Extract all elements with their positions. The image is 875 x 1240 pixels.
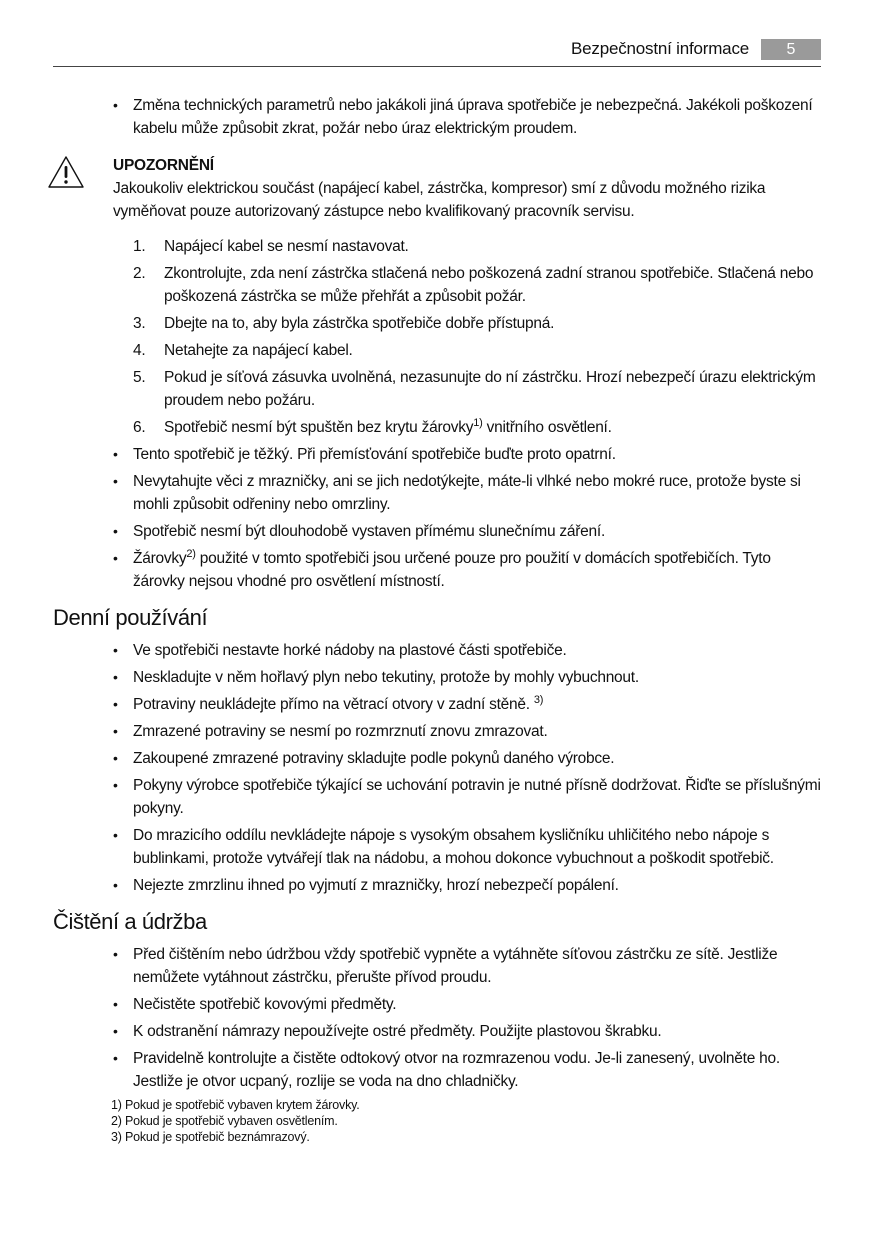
list-item: [53, 547, 823, 593]
list-item: [53, 262, 823, 308]
list-item: [53, 366, 823, 412]
page-header: [53, 36, 821, 67]
footnote: 2) Pokud je spotřebič vybaven osvětlením.: [111, 1114, 338, 1128]
page-number: 5: [761, 39, 821, 60]
footnote-ref: 1): [473, 416, 483, 429]
item-number: 4.: [133, 342, 146, 359]
cleaning-list: [53, 943, 823, 1093]
list-item: • Spotřebič nesmí být dlouhodobě vystaven přímému slunečnímu záření.: [53, 520, 823, 543]
daily-list: [53, 639, 823, 897]
list-item: [53, 416, 823, 439]
list-item: • Ve spotřebiči nestavte horké nádoby na plastové části spotřebiče.: [53, 639, 823, 662]
list-item: [53, 235, 823, 258]
footnotes: [53, 1097, 823, 1145]
footnote: 3) Pokud je spotřebič beznámrazový.: [111, 1130, 310, 1144]
list-item: • Pokyny výrobce spotřebiče týkající se uchování potravin je nutné přísně dodržovat. Řiďte se příslušnými pokyny.: [53, 774, 823, 820]
list-item: • Před čištěním nebo údržbou vždy spotřebič vypněte a vytáhněte síťovou zástrčku ze sítě. Jestliže nemůžete vytáhnout zástrčku, přerušte přívod proudu.: [53, 943, 823, 989]
numbered-list: [53, 235, 823, 439]
list-item: • Zmrazené potraviny se nesmí po rozmrznutí znovu zmrazovat.: [53, 720, 823, 743]
section-title: Bezpečnostní informace: [571, 39, 749, 58]
list-item: [53, 693, 823, 716]
item-text: Netahejte za napájecí kabel.: [164, 342, 353, 359]
footnote-ref: 3): [533, 693, 544, 706]
list-item: • Do mrazicího oddílu nevkládejte nápoje s vysokým obsahem kysličníku uhličitého nebo nápoje s bublinkami, protože vytvářejí tlak na nádobu, a mohou dokonce vybuchnout a poškodit spotřebič.: [53, 824, 823, 870]
item-text: Napájecí kabel se nesmí nastavovat.: [164, 238, 409, 255]
item-text: Žárovky: [133, 550, 187, 567]
list-item: [53, 312, 823, 335]
item-text: Zkontrolujte, zda není zástrčka stlačená nebo poškozená zadní stranou spotřebiče. Stlačená nebo poškozená zástrčka se může přehřát a způsobit požár.: [164, 265, 814, 305]
warning-text: Jakoukoliv elektrickou součást (napájecí kabel, zástrčka, kompresor) smí z důvodu možného rizika vyměňovat pouze autorizovaný zástupce nebo kvalifikovaný pracovník servisu.: [113, 180, 766, 220]
section-heading-cleaning: Čištění a údržba: [53, 909, 207, 934]
warning-title: UPOZORNĚNÍ: [113, 157, 214, 174]
list-item: • Zakoupené zmrazené potraviny skladujte podle pokynů daného výrobce.: [53, 747, 823, 770]
item-number: 2.: [133, 265, 146, 282]
item-text: Pokud je síťová zásuvka uvolněná, nezasunujte do ní zástrčku. Hrozí nebezpečí úrazu elektrickým proudem nebo požáru.: [164, 369, 816, 409]
footnote: 1) Pokud je spotřebič vybaven krytem žárovky.: [111, 1098, 360, 1112]
list-item: • Neskladujte v něm hořlavý plyn nebo tekutiny, protože by mohly vybuchnout.: [53, 666, 823, 689]
safety-list: [53, 443, 823, 593]
list-item: • Pravidelně kontrolujte a čistěte odtokový otvor na rozmrazenou vodu. Je-li zanesený, uvolněte ho. Jestliže je otvor ucpaný, rozlije se voda na dno chladničky.: [53, 1047, 823, 1093]
item-number: 5.: [133, 369, 146, 386]
section-heading-daily: Denní používání: [53, 605, 208, 630]
item-text: vnitřního osvětlení.: [482, 419, 612, 436]
warning-block: [53, 154, 823, 223]
footnote-ref: 2): [186, 547, 196, 560]
list-item: • Změna technických parametrů nebo jakákoli jiná úprava spotřebiče je nebezpečná. Jakékoli poškození kabelu může způsobit zkrat, požár nebo úraz elektrickým proudem.: [53, 94, 823, 140]
page-content: [53, 94, 823, 1145]
intro-list: [53, 94, 823, 140]
list-item: • K odstranění námrazy nepoužívejte ostré předměty. Použijte plastovou škrabku.: [53, 1020, 823, 1043]
item-text: Potraviny neukládejte přímo na větrací otvory v zadní stěně.: [133, 696, 534, 713]
item-number: 6.: [133, 419, 146, 436]
list-item: • Nejezte zmrzlinu ihned po vyjmutí z mrazničky, hrozí nebezpečí popálení.: [53, 874, 823, 897]
list-item: [53, 339, 823, 362]
warning-triangle-icon: [46, 154, 86, 190]
list-item: • Tento spotřebič je těžký. Při přemísťování spotřebiče buďte proto opatrní.: [53, 443, 823, 466]
list-item: • Nevytahujte věci z mrazničky, ani se jich nedotýkejte, máte-li vlhké nebo mokré ruce, protože byste si mohli způsobit odřeniny nebo omrzliny.: [53, 470, 823, 516]
list-item: • Nečistěte spotřebič kovovými předměty.: [53, 993, 823, 1016]
item-number: 1.: [133, 238, 146, 255]
item-text: použité v tomto spotřebiči jsou určené pouze pro použití v domácích spotřebičích. Tyto žárovky nejsou vhodné pro osvětlení místností.: [133, 550, 771, 590]
item-number: 3.: [133, 315, 146, 332]
item-text: Dbejte na to, aby byla zástrčka spotřebiče dobře přístupná.: [164, 315, 555, 332]
item-text: Spotřebič nesmí být spuštěn bez krytu žárovky: [164, 419, 474, 436]
